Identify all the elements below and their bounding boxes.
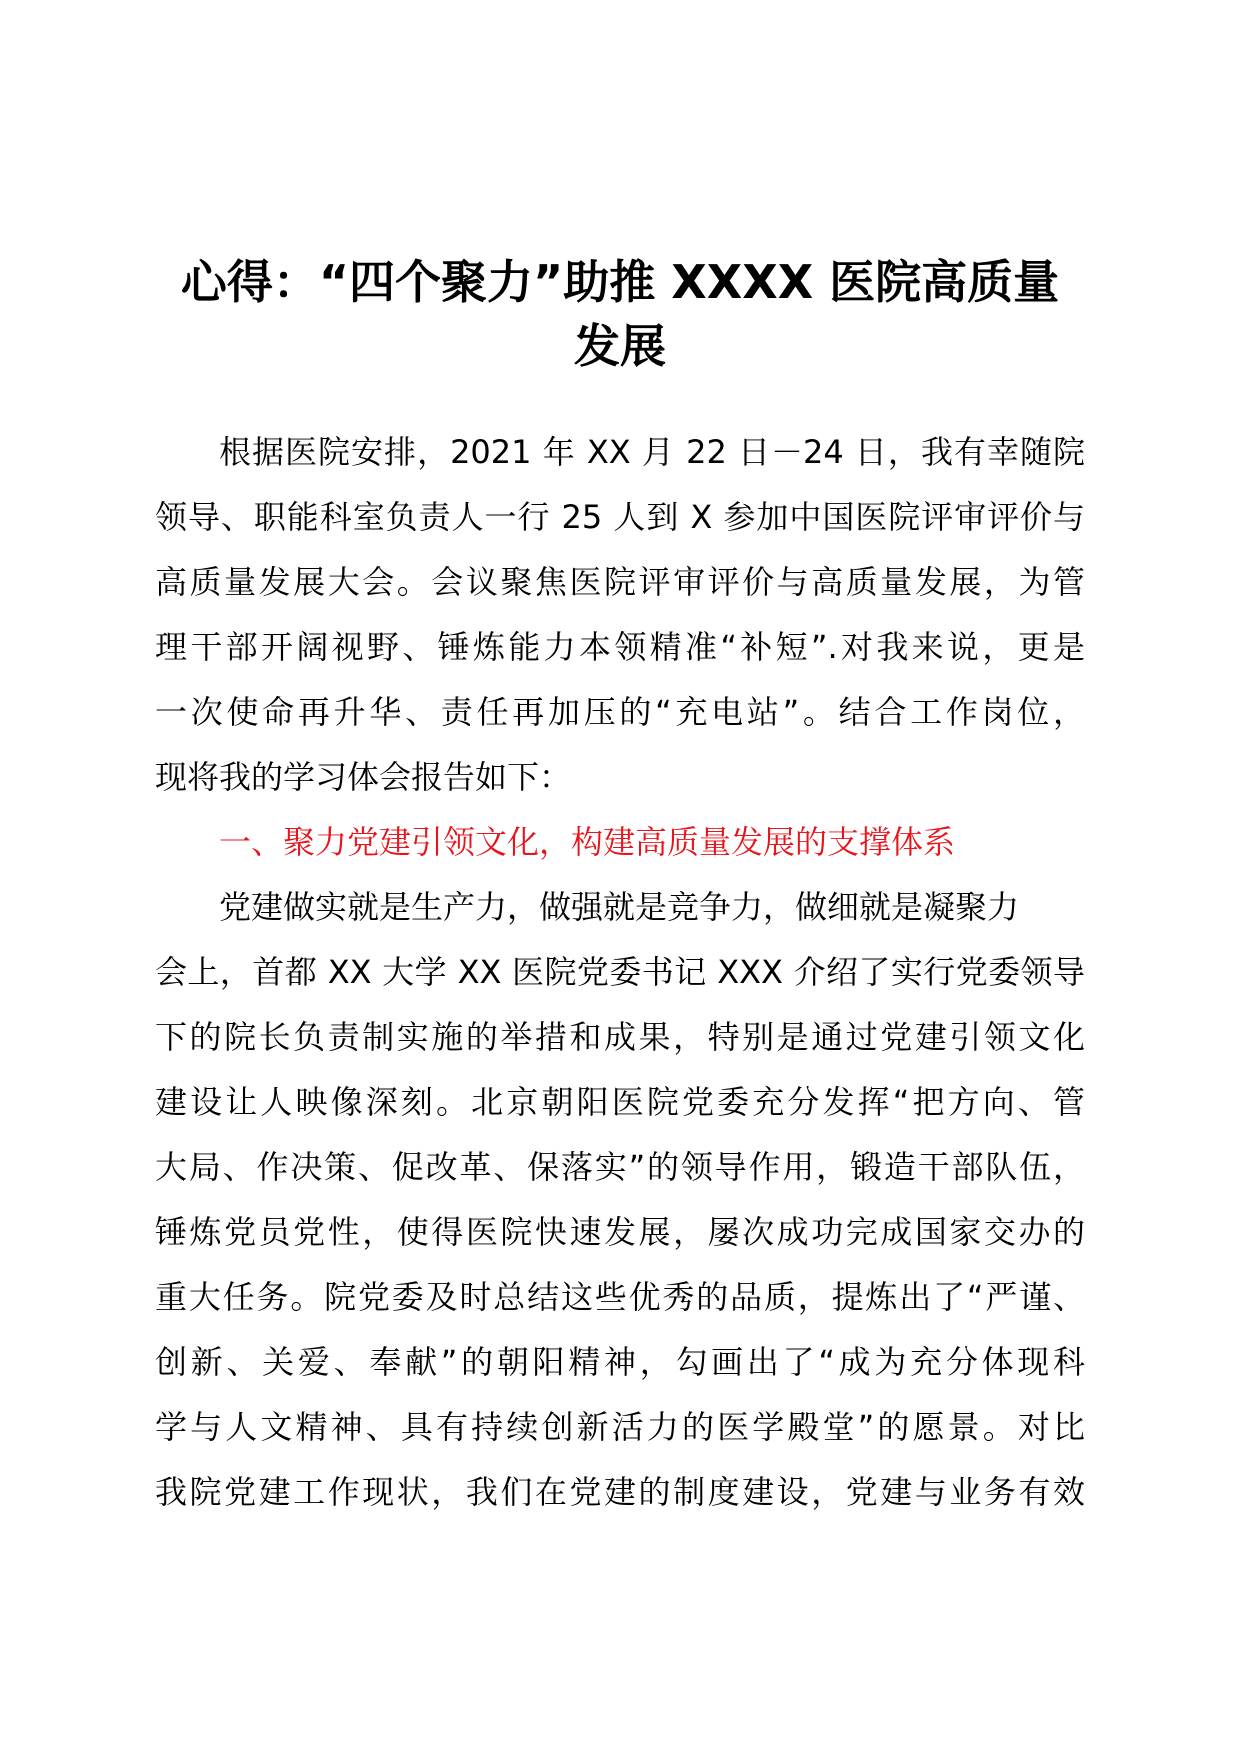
paragraph-line: 高质量发展大会。会议聚焦医院评审评价与高质量发展，为管 <box>155 563 1085 601</box>
paragraph-line: 我院党建工作现状，我们在党建的制度建设，党建与业务有效 <box>155 1473 1085 1511</box>
paragraph-line: 重大任务。院党委及时总结这些优秀的品质，提炼出了“严谨、 <box>155 1278 1085 1316</box>
paragraph-line: 学与人文精神、具有持续创新活力的医学殿堂”的愿景。对比 <box>155 1408 1085 1446</box>
paragraph-line: 会上，首都 XX 大学 XX 医院党委书记 XXX 介绍了实行党委领导 <box>155 953 1085 991</box>
title-line-2: 发展 <box>574 319 666 373</box>
document-body <box>155 420 1085 1525</box>
paragraph-line: 根据医院安排，2021 年 XX 月 22 日－24 日，我有幸随院 <box>219 433 1085 471</box>
paragraph-line: 建设让人映像深刻。北京朝阳医院党委充分发挥“把方向、管 <box>155 1083 1085 1121</box>
title-line-1: 心得：“四个聚力”助推 XXXX 医院高质量 <box>180 255 1060 309</box>
paragraph-line: 创新、关爱、奉献”的朝阳精神，勾画出了“成为充分体现科 <box>155 1343 1085 1381</box>
paragraph-line: 大局、作决策、促改革、保落实”的领导作用，锻造干部队伍， <box>155 1148 1085 1186</box>
document-title <box>155 250 1085 378</box>
paragraph-intro <box>155 420 1085 810</box>
paragraph-line: 一次使命再升华、责任再加压的“充电站”。结合工作岗位， <box>155 693 1085 731</box>
paragraph-party-building <box>155 875 1085 1525</box>
paragraph-line: 现将我的学习体会报告如下： <box>155 758 572 796</box>
document-page <box>155 250 1085 1525</box>
paragraph-line: 党建做实就是生产力，做强就是竞争力，做细就是凝聚力 <box>219 888 1020 926</box>
section-heading: 一、聚力党建引领文化，构建高质量发展的支撑体系 <box>219 823 956 861</box>
paragraph-line: 领导、职能科室负责人一行 25 人到 X 参加中国医院评审评价与 <box>155 498 1085 536</box>
paragraph-line: 理干部开阔视野、锤炼能力本领精准“补短”.对我来说，更是 <box>155 628 1085 666</box>
paragraph-line: 锤炼党员党性，使得医院快速发展，屡次成功完成国家交办的 <box>155 1213 1085 1251</box>
paragraph-line: 下的院长负责制实施的举措和成果，特别是通过党建引领文化 <box>155 1018 1085 1056</box>
